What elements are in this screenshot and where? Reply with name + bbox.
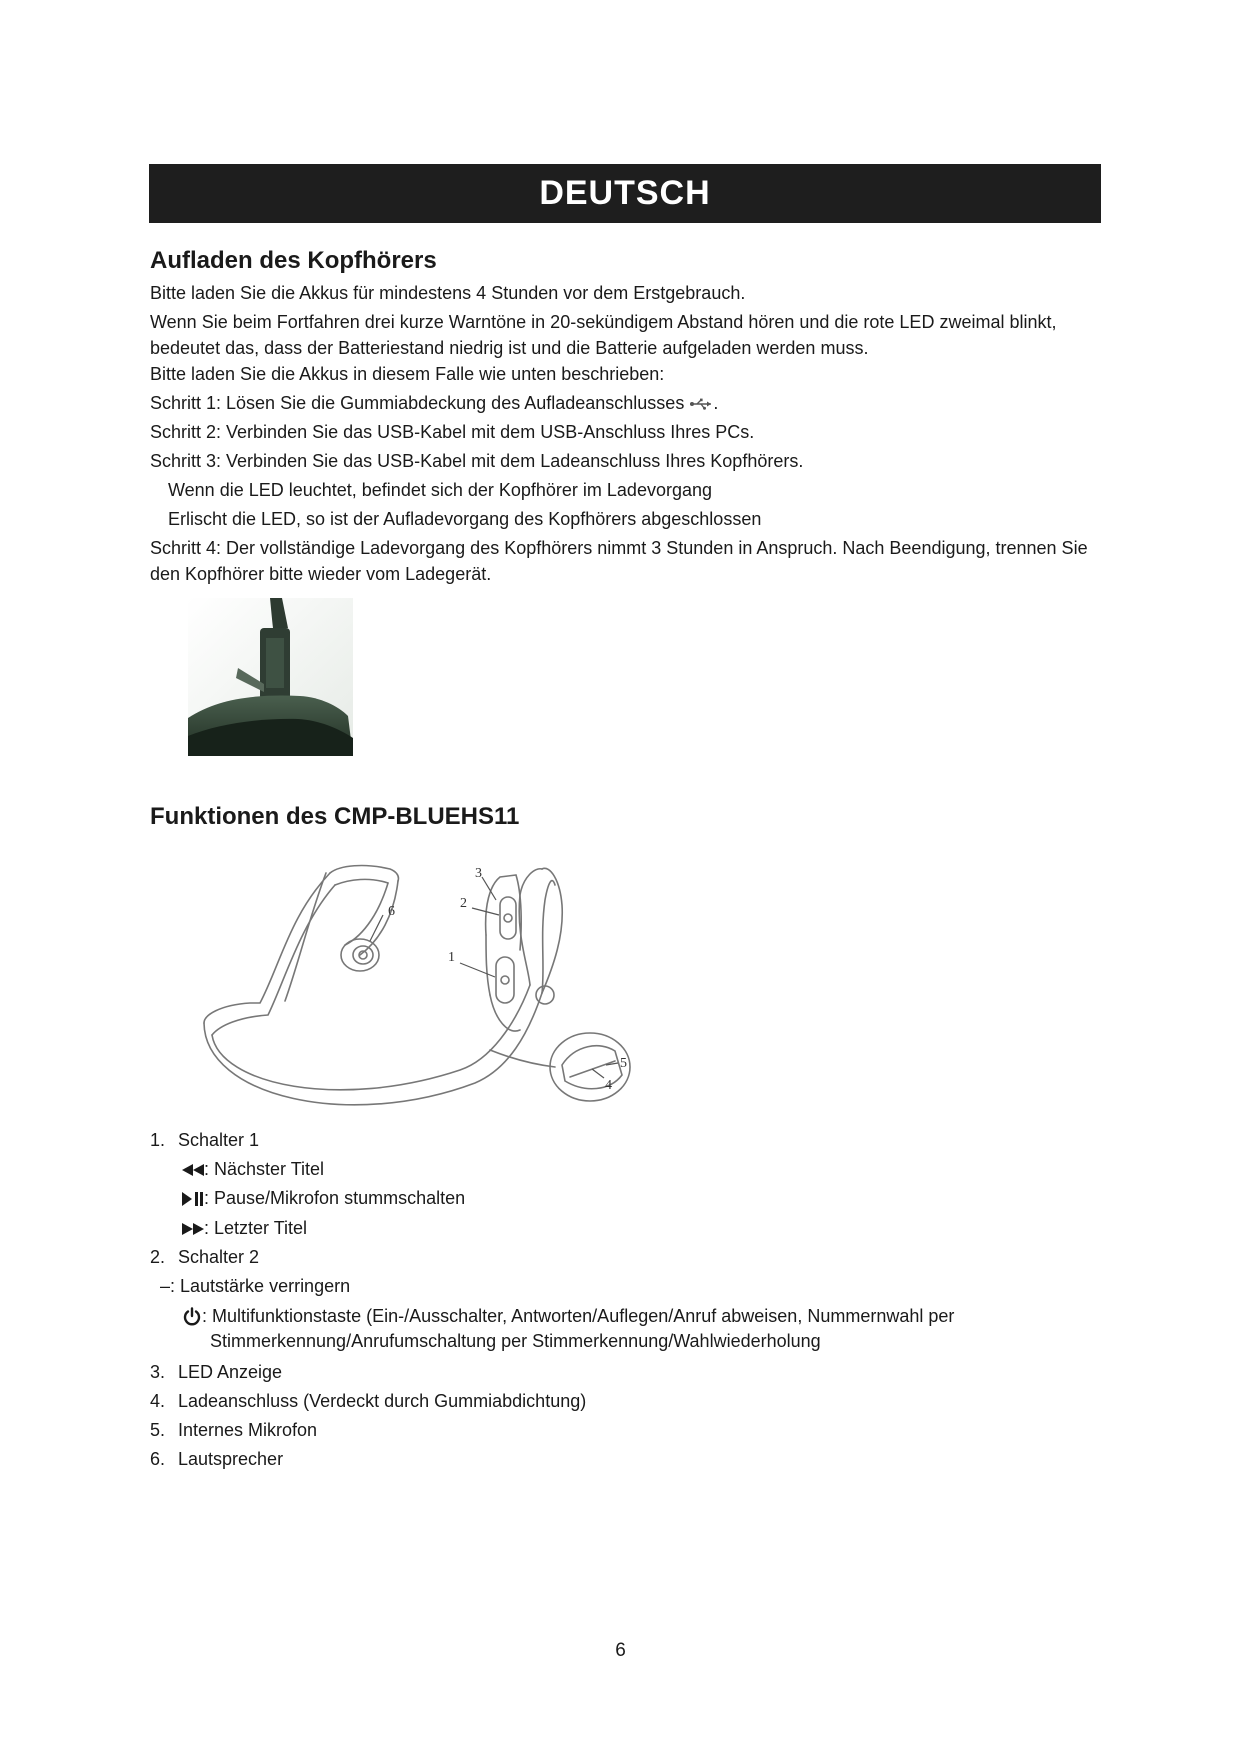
list-item: 5. Internes Mikrofon [150,1420,318,1440]
charging-step-1 [150,390,1100,416]
play-pause-row: : Pause/Mikrofon stummschalten [182,1188,465,1209]
charging-instructions-intro: Bitte laden Sie die Akkus in diesem Falle wie unten beschrieben: [150,364,665,384]
charging-step-4: Schritt 4: Der vollständige Ladevorgang des Kopfhörers nimmt 3 Stunden in Anspruch. Nach Beendigung, trennen Sie den Kopfhörer bitte wieder vom Ladegerät. [150,538,1088,584]
callout-2: 2 [460,896,467,911]
charging-step-3: Schritt 3: Verbinden Sie das USB-Kabel mit dem Ladeanschluss Ihres Kopfhörers. [150,451,804,471]
volume-down-row: –: Lautstärke verringern [160,1276,351,1296]
charging-intro: Bitte laden Sie die Akkus für mindestens 4 Stunden vor dem Erstgebrauch. [150,283,746,303]
functions-heading: Funktionen des CMP-BLUEHS11 [150,803,520,830]
rewind-icon [182,1164,204,1176]
play-pause-icon [182,1192,204,1206]
step-1-text: Schritt 1: Lösen Sie die Gummiabdeckung des Aufladeanschlusses [150,393,685,413]
callout-1: 1 [448,950,455,965]
language-banner: DEUTSCH [149,164,1101,223]
low-battery-warning: Wenn Sie beim Fortfahren drei kurze Warntöne in 20-sekündigem Abstand hören und die rote LED zweimal blinkt, bedeutet das, dass der Batteriestand niedrig ist und die Batterie aufgeladen werden muss. [150,312,1057,358]
power-button-row-continued: Stimmerkennung/Anrufumschaltung per Stimmerkennung/Wahlwiederholung [210,1331,821,1351]
list-item: 2. Schalter 2 [150,1247,260,1267]
page-number: 6 [615,1640,626,1661]
power-button-row: : Multifunktionstaste (Ein-/Ausschalter, Antworten/Auflegen/Anruf abweisen, Nummernwahl per [182,1306,954,1327]
charging-step-2: Schritt 2: Verbinden Sie das USB-Kabel mit dem USB-Anschluss Ihres PCs. [150,422,755,442]
callout-4: 4 [605,1078,612,1093]
list-item: 1. Schalter 1 [150,1130,260,1150]
led-off-note: Erlischt die LED, so ist der Aufladevorgang des Kopfhörers abgeschlossen [168,509,762,529]
step-1-end: . [713,393,719,413]
callout-5: 5 [620,1056,627,1071]
callout-6: 6 [388,904,395,919]
headset-diagram [190,855,710,1127]
usb-icon [689,397,713,411]
previous-track-row: : Nächster Titel [182,1159,324,1180]
list-item: 4. Ladeanschluss (Verdeckt durch Gummiabdichtung) [150,1391,587,1411]
next-track-row: : Letzter Titel [182,1218,307,1239]
fast-forward-icon [182,1223,204,1235]
charging-heading: Aufladen des Kopfhörers [150,247,437,274]
charging-photo [188,598,353,756]
list-item: 3. LED Anzeige [150,1362,283,1382]
power-icon [182,1307,202,1327]
led-on-note: Wenn die LED leuchtet, befindet sich der Kopfhörer im Ladevorgang [168,480,712,500]
list-item: 6. Lautsprecher [150,1449,284,1469]
callout-3: 3 [475,866,482,881]
